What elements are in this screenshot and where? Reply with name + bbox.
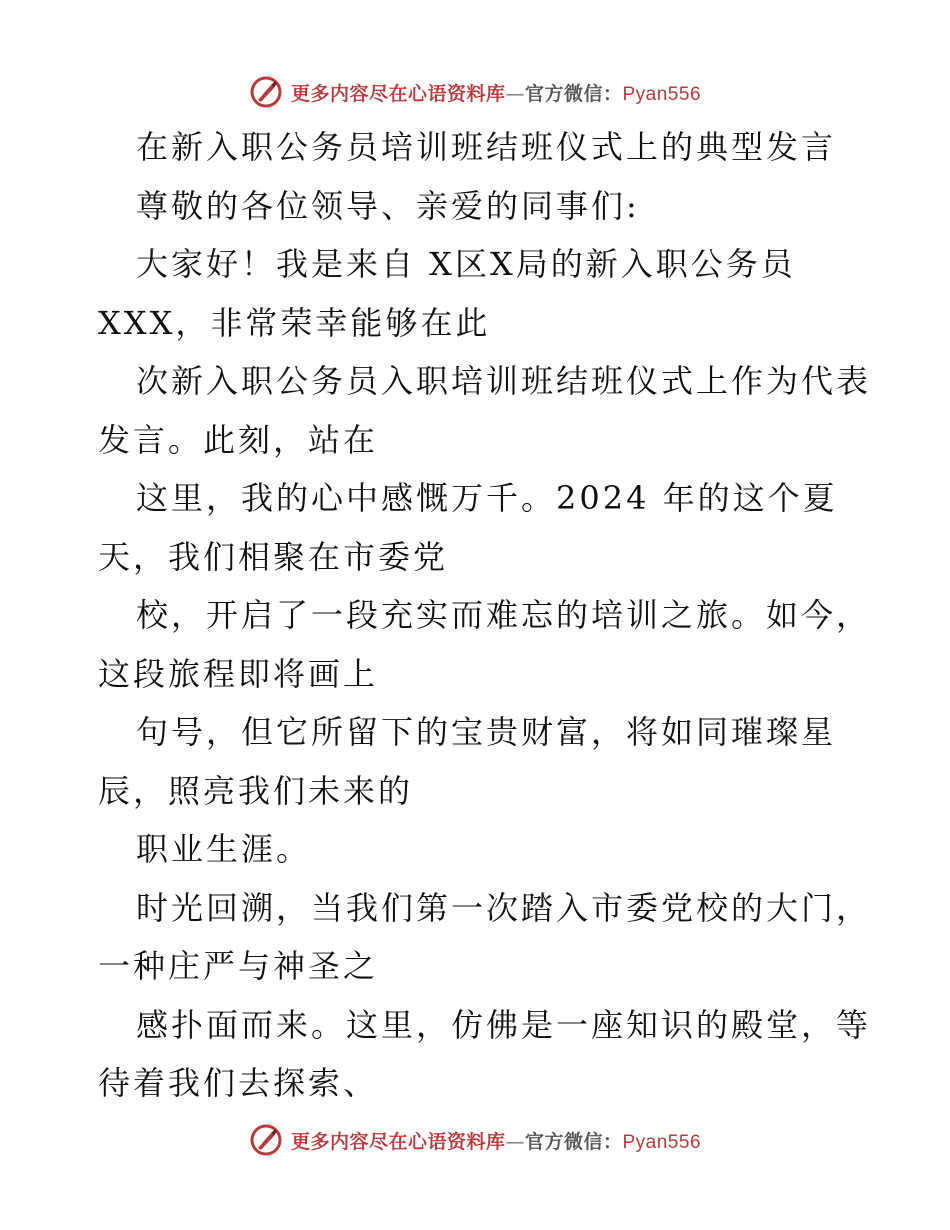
text-line: 大家好！我是来自 X区X局的新入职公务员 — [136, 245, 796, 283]
document-body — [98, 118, 872, 1113]
watermark-wechat-id: Pyan556 — [622, 83, 702, 105]
watermark-separator: — — [505, 1130, 525, 1153]
text-line: 校，开启了一段充实而难忘的培训之旅。如今， — [136, 596, 872, 634]
text-line: 这段旅程即将画上 — [98, 654, 379, 693]
watermark-separator: — — [505, 82, 525, 105]
text-line: 辰，照亮我们未来的 — [98, 771, 414, 810]
text-line: 待着我们去探索、 — [98, 1064, 379, 1102]
text-line: 在新入职公务员培训班结班仪式上的典型发言 — [136, 128, 837, 166]
text-line: 次新入职公务员入职培训班结班仪式上作为代表 — [136, 362, 872, 400]
text-line: 感扑面而来。这里，仿佛是一座知识的殿堂，等 — [136, 1005, 872, 1044]
text-line: 职业生涯。 — [136, 830, 312, 868]
watermark-main-text: 更多内容尽在心语资料库 — [290, 1130, 506, 1153]
pen-logo-icon — [249, 1123, 283, 1157]
watermark-wechat-id: Pyan556 — [622, 1131, 702, 1153]
text-line: 句号，但它所留下的宝贵财富，将如同璀璨星 — [136, 713, 837, 751]
text-line: 天，我们相聚在市委党 — [98, 537, 449, 576]
header-watermark — [0, 72, 950, 112]
text-line: 一种庄严与神圣之 — [98, 947, 379, 985]
watermark-sub-text: 官方微信： — [524, 82, 623, 105]
pen-logo-icon — [249, 75, 283, 109]
text-line: XXX，非常荣幸能够在此 — [98, 303, 491, 342]
text-line: 发言。此刻，站在 — [98, 420, 379, 459]
watermark-sub-text: 官方微信： — [524, 1130, 623, 1153]
text-line: 这里，我的心中感慨万千。2024 年的这个夏 — [136, 479, 838, 517]
text-line: 时光回溯，当我们第一次踏入市委党校的大门， — [136, 888, 872, 927]
footer-watermark — [0, 1120, 950, 1160]
text-line: 尊敬的各位领导、亲爱的同事们: — [136, 186, 640, 225]
watermark-main-text: 更多内容尽在心语资料库 — [290, 82, 506, 105]
